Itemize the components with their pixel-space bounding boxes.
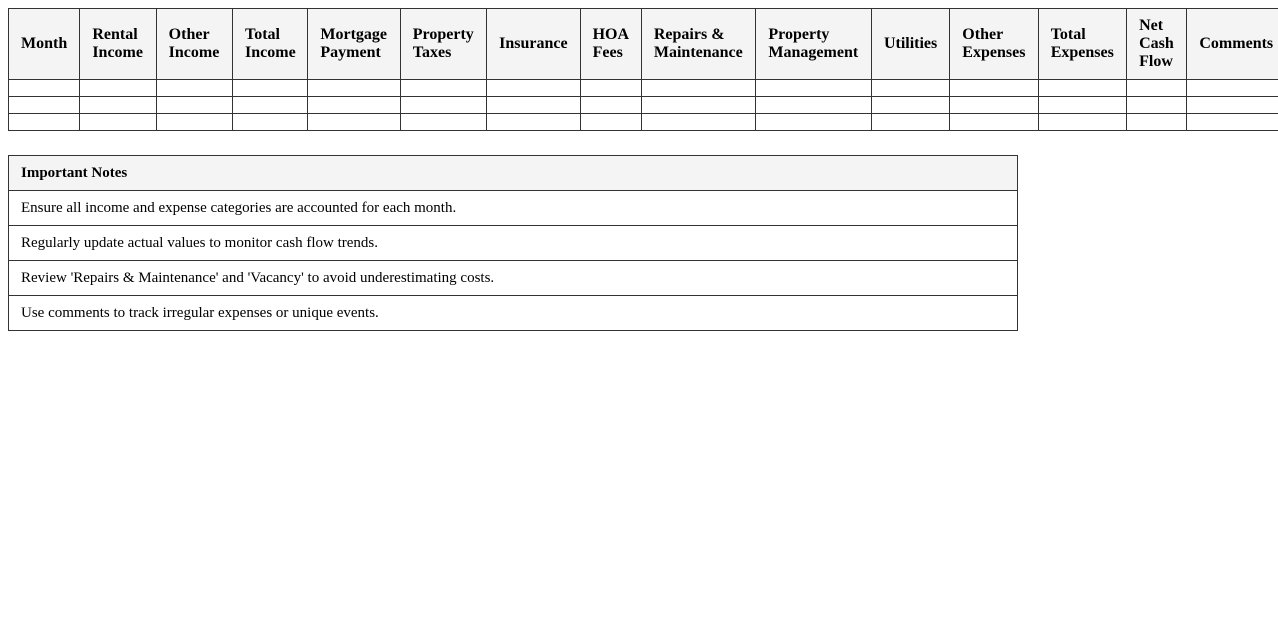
table-cell[interactable] [871,80,949,97]
column-header-repairs-maintenance: Repairs & Maintenance [641,9,756,80]
notes-title: Important Notes [9,156,1018,191]
table-cell[interactable] [1187,80,1278,97]
column-header-other-income: Other Income [156,9,232,80]
table-cell[interactable] [156,114,232,131]
table-cell[interactable] [400,114,486,131]
table-cell[interactable] [871,114,949,131]
table-cell[interactable] [233,97,308,114]
table-cell[interactable] [487,114,580,131]
table-cell[interactable] [9,97,80,114]
table-cell[interactable] [1038,97,1126,114]
table-row [9,80,1278,97]
table-cell[interactable] [1127,80,1187,97]
important-notes-table [8,155,1018,331]
table-cell[interactable] [1038,80,1126,97]
column-header-comments: Comments [1187,9,1278,80]
table-cell[interactable] [9,114,80,131]
column-header-utilities: Utilities [871,9,949,80]
cash-flow-table [8,8,1278,131]
table-cell[interactable] [641,114,756,131]
note-row [9,261,1018,296]
column-header-hoa-fees: HOA Fees [580,9,641,80]
table-cell[interactable] [1127,114,1187,131]
column-header-rental-income: Rental Income [80,9,156,80]
column-header-other-expenses: Other Expenses [950,9,1038,80]
table-cell[interactable] [308,97,400,114]
table-cell[interactable] [156,80,232,97]
note-item: Review 'Repairs & Maintenance' and 'Vacancy' to avoid underestimating costs. [9,261,1018,296]
table-cell[interactable] [308,114,400,131]
notes-list [9,191,1018,331]
table-cell[interactable] [756,114,872,131]
column-header-property-taxes: Property Taxes [400,9,486,80]
column-header-total-income: Total Income [233,9,308,80]
table-cell[interactable] [9,80,80,97]
notes-header-row [9,156,1018,191]
table-cell[interactable] [580,114,641,131]
table-row [9,114,1278,131]
table-body [9,80,1278,131]
table-cell[interactable] [756,80,872,97]
note-row [9,226,1018,261]
table-cell[interactable] [80,114,156,131]
table-cell[interactable] [1127,97,1187,114]
table-cell[interactable] [487,80,580,97]
column-header-net-cash-flow: Net Cash Flow [1127,9,1187,80]
table-cell[interactable] [1187,114,1278,131]
table-cell[interactable] [756,97,872,114]
table-cell[interactable] [950,114,1038,131]
column-header-total-expenses: Total Expenses [1038,9,1126,80]
table-cell[interactable] [156,97,232,114]
table-cell[interactable] [580,80,641,97]
table-cell[interactable] [233,114,308,131]
table-cell[interactable] [641,80,756,97]
table-cell[interactable] [871,97,949,114]
note-row [9,191,1018,226]
table-cell[interactable] [487,97,580,114]
table-cell[interactable] [950,97,1038,114]
table-cell[interactable] [233,80,308,97]
column-header-property-management: Property Management [756,9,872,80]
table-cell[interactable] [400,97,486,114]
table-header-row [9,9,1278,80]
column-header-month: Month [9,9,80,80]
table-cell[interactable] [80,80,156,97]
note-row [9,296,1018,331]
table-cell[interactable] [400,80,486,97]
column-header-insurance: Insurance [487,9,580,80]
table-row [9,97,1278,114]
table-cell[interactable] [308,80,400,97]
note-item: Ensure all income and expense categories are accounted for each month. [9,191,1018,226]
note-item: Regularly update actual values to monitor cash flow trends. [9,226,1018,261]
table-cell[interactable] [641,97,756,114]
note-item: Use comments to track irregular expenses or unique events. [9,296,1018,331]
table-cell[interactable] [80,97,156,114]
column-header-mortgage-payment: Mortgage Payment [308,9,400,80]
table-cell[interactable] [1187,97,1278,114]
table-cell[interactable] [950,80,1038,97]
table-cell[interactable] [580,97,641,114]
table-cell[interactable] [1038,114,1126,131]
